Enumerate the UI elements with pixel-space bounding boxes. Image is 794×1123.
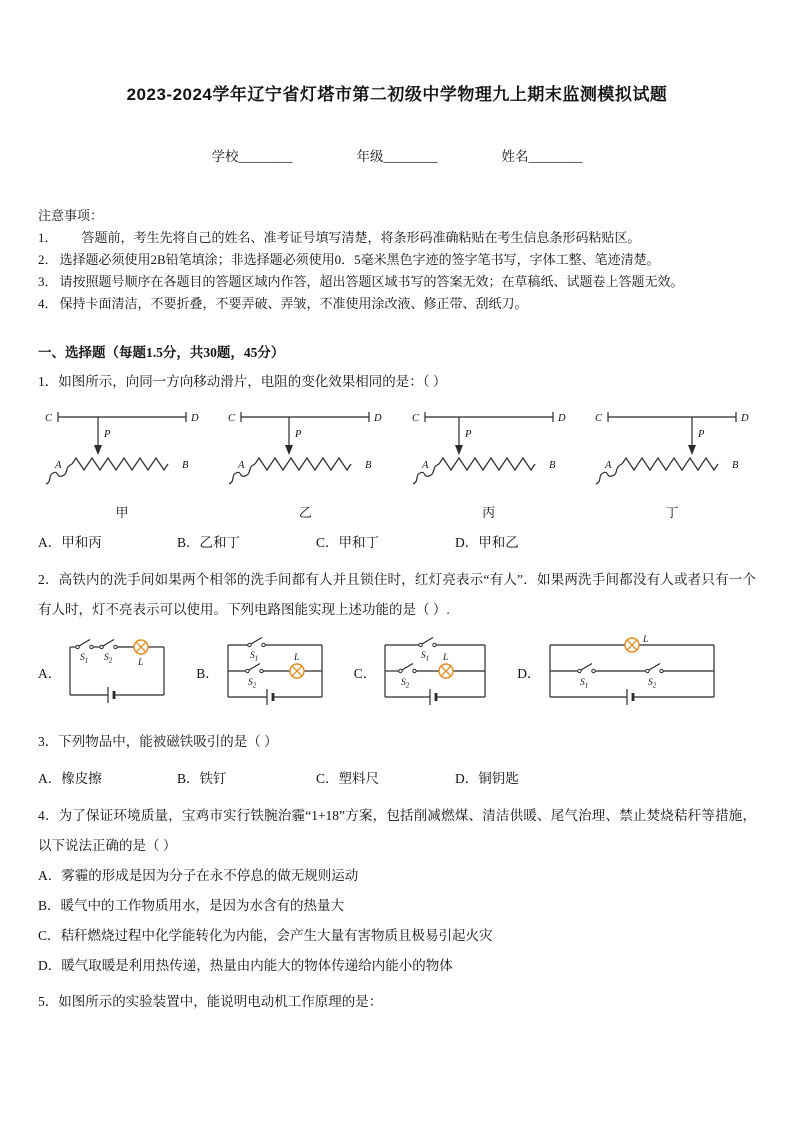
terminal-b-label: B bbox=[182, 460, 189, 471]
slider-arrow-icon bbox=[285, 417, 293, 455]
switch-s2-label: $S_2$ bbox=[647, 678, 656, 690]
notice-section bbox=[38, 205, 756, 315]
terminal-a-label: A bbox=[238, 460, 245, 471]
resistor-zigzag bbox=[439, 458, 535, 470]
switch-icon bbox=[577, 664, 594, 673]
rheostat-figure-ding bbox=[592, 401, 752, 521]
q2-option-d-figure bbox=[517, 633, 721, 711]
circuit-diagram-b bbox=[222, 633, 328, 711]
rail-wire bbox=[608, 412, 736, 422]
rail-wire bbox=[58, 412, 186, 422]
q2-option-d-letter: D． bbox=[517, 666, 541, 681]
circuit-wires bbox=[550, 645, 714, 697]
terminal-c-label: C bbox=[45, 413, 53, 424]
q1-option-b: B．乙和丁 bbox=[177, 535, 241, 550]
lamp-l-label: L bbox=[293, 653, 300, 663]
battery-icon bbox=[267, 689, 275, 705]
notice-item-text: 答题前，考生先将自己的姓名、准考证号填写清楚，将条形码准确粘贴在考生信息条形码粘贴区。 bbox=[81, 230, 641, 245]
battery-icon bbox=[430, 689, 438, 705]
lamp-icon bbox=[134, 640, 148, 654]
diagram-label-ding: 丁 bbox=[665, 505, 679, 520]
notice-item-number: 4． bbox=[38, 296, 58, 311]
q2-option-b-letter: B． bbox=[196, 666, 219, 681]
q4-option-d: D．暖气取暖是利用热传递，热量由内能大的物体传递给内能小的物体 bbox=[38, 958, 453, 973]
lamp-l-label: L bbox=[642, 635, 648, 645]
lamp-icon bbox=[439, 664, 453, 678]
q2-option-c-figure bbox=[354, 633, 492, 711]
notice-heading: 注意事项： bbox=[38, 208, 104, 223]
section-heading-choice: 一、选择题（每题1.5分，共30题，45分） bbox=[38, 345, 285, 360]
slider-p-label: P bbox=[295, 429, 302, 440]
terminal-c-label: C bbox=[228, 413, 236, 424]
resistor-zigzag bbox=[622, 458, 718, 470]
switch-icon bbox=[76, 640, 93, 649]
notice-item-text: 保持卡面清洁，不要折叠，不要弄破、弄皱，不准使用涂改液、修正带、刮纸刀。 bbox=[59, 296, 528, 311]
q4-option-c: C．秸秆燃烧过程中化学能转化为内能，会产生大量有害物质且极易引起火灾 bbox=[38, 928, 493, 943]
lamp-icon bbox=[625, 638, 639, 652]
terminal-b-label: B bbox=[548, 460, 556, 471]
question-4-text: 4．为了保证环境质量，宝鸡市实行铁腕治霾“1+18”方案，包括削减燃煤、清洁供暖、尾气治理、禁止焚烧秸秆等措施，以下说法正确的是（ ） bbox=[38, 808, 756, 853]
notice-item-text: 选择题必须使用2B铅笔填涂；非选择题必须使用0．5毫米黑色字迹的签字笔书写，字体工整、笔迹清楚。 bbox=[59, 252, 660, 267]
lamp-icon bbox=[290, 664, 304, 678]
switch-s2-label: $S_2$ bbox=[247, 678, 257, 690]
circuit-diagram-a bbox=[64, 633, 170, 711]
notice-item bbox=[38, 293, 756, 315]
rheostat-diagram-bing bbox=[409, 401, 569, 497]
terminal-d-label: D bbox=[191, 413, 199, 424]
rheostat-figure-bing bbox=[409, 401, 569, 521]
question-1-text: 1．如图所示，向同一方向移动滑片，电阻的变化效果相同的是：（ ） bbox=[38, 374, 447, 389]
switch-icon bbox=[100, 640, 117, 649]
resistor-zigzag bbox=[255, 458, 351, 470]
circuit-wires bbox=[228, 645, 322, 697]
switch-s1-label: $S_1$ bbox=[80, 653, 89, 665]
rail-wire bbox=[241, 412, 369, 422]
notice-item-number: 3． bbox=[38, 274, 58, 289]
q2-option-c-letter: C． bbox=[353, 666, 377, 681]
slider-arrow-icon bbox=[94, 417, 102, 455]
rheostat-diagram-yi bbox=[225, 401, 385, 497]
switch-s1-label: $S_1$ bbox=[421, 651, 430, 663]
resistor-zigzag bbox=[72, 458, 168, 470]
terminal-a-label: A bbox=[604, 460, 612, 471]
terminal-d-label: D bbox=[740, 413, 749, 424]
terminal-c-label: C bbox=[411, 413, 419, 424]
terminal-a-label: A bbox=[55, 460, 62, 471]
switch-s1-label: $S_1$ bbox=[249, 651, 259, 663]
rheostat-figure-jia bbox=[42, 401, 202, 521]
q3-option-b: B．铁钉 bbox=[177, 771, 227, 786]
switch-s1-label: $S_1$ bbox=[579, 678, 588, 690]
circuit-diagram-c bbox=[379, 633, 491, 711]
switch-icon bbox=[419, 638, 436, 647]
diagram-label-bing: 丙 bbox=[482, 505, 496, 520]
q2-option-b-figure bbox=[196, 633, 328, 711]
slider-arrow-icon bbox=[455, 417, 463, 455]
info-fields bbox=[38, 145, 756, 165]
q3-option-c: C．塑料尺 bbox=[316, 771, 380, 786]
slider-p-label: P bbox=[697, 429, 705, 440]
rail-wire bbox=[425, 412, 553, 422]
q1-diagram-row bbox=[38, 401, 756, 521]
q3-options bbox=[38, 767, 756, 787]
notice-item bbox=[38, 249, 756, 271]
q4-option-a: A．雾霾的形成是因为分子在永不停息的做无规则运动 bbox=[38, 868, 359, 883]
q3-option-d: D．铜钥匙 bbox=[455, 771, 519, 786]
notice-item-text: 请按照题号顺序在各题目的答题区域内作答，超出答题区域书写的答案无效；在草稿纸、试题卷上答题无效。 bbox=[59, 274, 684, 289]
battery-icon bbox=[627, 689, 635, 705]
switch-s2-label: $S_2$ bbox=[104, 653, 113, 665]
question-5-text: 5．如图所示的实验装置中，能说明电动机工作原理的是： bbox=[38, 994, 383, 1009]
question-3-text: 3．下列物品中，能被磁铁吸引的是（ ） bbox=[38, 734, 278, 749]
name-blank-field: 姓名________ bbox=[501, 149, 583, 164]
grade-blank-field: 年级________ bbox=[356, 149, 438, 164]
slider-arrow-icon bbox=[688, 417, 696, 455]
q2-circuit-row bbox=[38, 633, 756, 711]
notice-item-number: 2． bbox=[38, 252, 58, 267]
terminal-a-label: A bbox=[421, 460, 429, 471]
switch-icon bbox=[645, 664, 662, 673]
switch-icon bbox=[246, 664, 263, 673]
q1-option-a: A．甲和丙 bbox=[38, 535, 102, 550]
diagram-label-jia: 甲 bbox=[115, 505, 129, 520]
q4-option-b: B．暖气中的工作物质用水，是因为水含有的热量大 bbox=[38, 898, 345, 913]
q1-option-c: C．甲和丁 bbox=[316, 535, 380, 550]
q2-option-a-letter: A． bbox=[38, 666, 62, 681]
slider-p-label: P bbox=[464, 429, 472, 440]
rheostat-diagram-ding bbox=[592, 401, 752, 497]
rheostat-figure-yi bbox=[225, 401, 385, 521]
slider-p-label: P bbox=[104, 429, 111, 440]
terminal-b-label: B bbox=[731, 460, 739, 471]
question-2-text: 2．高铁内的洗手间如果两个相邻的洗手间都有人并且锁住时，红灯亮表示“有人”．如果两洗手间都没有人或者只有一个有人时，灯不亮表示可以使用。下列电路图能实现上述功能的是（ ）. bbox=[38, 572, 756, 617]
switch-icon bbox=[248, 638, 265, 647]
q1-options bbox=[38, 531, 756, 551]
notice-item bbox=[38, 227, 756, 249]
notice-item-number: 1． bbox=[38, 230, 58, 245]
terminal-d-label: D bbox=[557, 413, 566, 424]
notice-item bbox=[38, 271, 756, 293]
rheostat-diagram-jia bbox=[42, 401, 202, 497]
school-blank-field: 学校________ bbox=[211, 149, 293, 164]
q2-option-a-figure bbox=[38, 633, 170, 711]
diagram-label-yi: 乙 bbox=[298, 505, 312, 520]
terminal-b-label: B bbox=[365, 460, 372, 471]
terminal-c-label: C bbox=[594, 413, 602, 424]
circuit-diagram-d bbox=[544, 633, 722, 711]
q3-option-a: A．橡皮擦 bbox=[38, 771, 102, 786]
terminal-d-label: D bbox=[374, 413, 382, 424]
switch-icon bbox=[399, 664, 416, 673]
battery-icon bbox=[108, 687, 120, 703]
q1-option-d: D．甲和乙 bbox=[455, 535, 519, 550]
lamp-l-label: L bbox=[138, 658, 144, 668]
lamp-l-label: L bbox=[443, 653, 449, 663]
switch-s2-label: $S_2$ bbox=[401, 678, 410, 690]
page-title: 2023-2024学年辽宁省灯塔市第二初级中学物理九上期末监测模拟试题 bbox=[126, 85, 668, 104]
